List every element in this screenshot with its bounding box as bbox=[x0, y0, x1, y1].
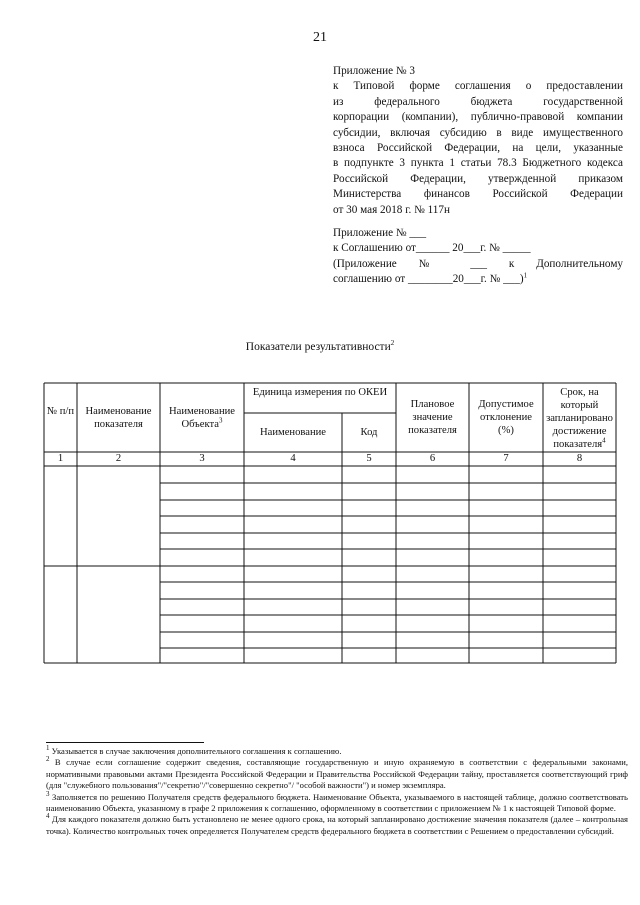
header-text: Наименование Объекта bbox=[169, 406, 235, 430]
column-number: 6 bbox=[429, 453, 436, 464]
footnote-text: Для каждого показателя должно быть установлено не менее одного срока, на который запланировано достижение значения показателя (далее – контрольная точка). Количество контрольных точек определяется Получателем средств федерального бюджета в соответствии с Решением о предоставлении субсидий. bbox=[46, 814, 629, 836]
footnote-ref: 4 bbox=[602, 436, 606, 445]
header-col-number: № п/п bbox=[46, 406, 75, 417]
footnote-text: Указывается в случае заключения дополнительного соглашения к соглашению. bbox=[51, 746, 342, 756]
footnote-text: В случае если соглашение содержит сведения, составляющие государственную и иную охраняемую в соответствии с федеральными законами, нормативными правовыми актами Президента Российской Федерации и Правительства Российской Федерации тайну, проставляется соответствующий гриф (для "служебного пользования"/"секретно"/"совершенно секретно"/ "особой важности") и номер экземпляра. bbox=[46, 757, 628, 791]
column-number: 3 bbox=[199, 453, 205, 464]
footnote bbox=[46, 757, 628, 791]
page-number: 21 bbox=[313, 30, 327, 45]
footnote-text: Заполняется по решению Получателя средств федерального бюджета. Наименование Объекта, указываемого в настоящей таблице, должно соответствовать наименованию Объекта, указанному в графе 2 приложения к соглашению, оформленному в соответствии с приложением № 1 к настоящей Типовой форме. bbox=[46, 791, 628, 814]
column-number: 2 bbox=[115, 453, 122, 464]
appendix-line: Российской Федерации, утвержденной приказом bbox=[333, 172, 623, 185]
agreement-line-text: соглашению от ________20___г. № ___) bbox=[333, 273, 524, 286]
appendix-line: Приложение № 3 bbox=[333, 65, 415, 77]
footnote-ref: 1 bbox=[523, 271, 528, 280]
agreement-line: (Приложение № ___ к Дополнительному bbox=[333, 257, 623, 270]
footnote bbox=[46, 746, 628, 757]
footnote bbox=[46, 814, 628, 837]
header-col-planned-value: Плановое значение показателя bbox=[408, 399, 457, 436]
header-okei-group: Единица измерения по ОКЕИ bbox=[252, 387, 388, 398]
header-col-deadline bbox=[546, 386, 613, 451]
appendix-line: Министерства финансов Российской Федерации bbox=[333, 188, 623, 201]
header-col-indicator-name: Наименование показателя bbox=[85, 406, 152, 430]
appendix-line: корпорации (компании), публично-правовой компании bbox=[333, 111, 623, 124]
footnotes bbox=[46, 746, 628, 837]
agreement-line: Приложение № ___ bbox=[333, 227, 427, 239]
column-number: 8 bbox=[576, 453, 583, 464]
header-col-object-name bbox=[163, 405, 241, 431]
appendix-line: субсидии, включая субсидию в виде имущественного bbox=[333, 126, 623, 139]
header-col-unit-name: Наименование bbox=[260, 427, 326, 438]
header-col-unit-code: Код bbox=[360, 427, 378, 438]
footnote-ref: 2 bbox=[390, 339, 395, 348]
column-number: 5 bbox=[366, 453, 372, 464]
footnote-mark: 2 bbox=[46, 755, 50, 764]
appendix-line: к Типовой форме соглашения о предоставлении bbox=[333, 80, 623, 93]
footnote bbox=[46, 789, 628, 815]
header-col-deviation: Допустимое отклонение (%) bbox=[478, 399, 534, 436]
agreement-line: к Соглашению от______ 20___г. № _____ bbox=[333, 242, 531, 255]
footnote-ref: 3 bbox=[218, 416, 223, 425]
footnote-mark: 1 bbox=[46, 744, 50, 753]
appendix-line: из федерального бюджета государственной bbox=[333, 95, 623, 108]
footnote-mark: 3 bbox=[46, 789, 50, 798]
column-number: 1 bbox=[57, 453, 64, 464]
appendix-line: от 30 мая 2018 г. № 117н bbox=[333, 203, 450, 216]
table-title-text: Показатели результативности bbox=[245, 341, 391, 353]
column-number: 7 bbox=[503, 453, 509, 464]
appendix-line: взноса Российской Федерации, на цели, указанные bbox=[333, 142, 623, 155]
column-number: 4 bbox=[290, 453, 296, 464]
header-text: Срок, на который запланировано достижение показателя bbox=[546, 387, 613, 450]
footnote-separator bbox=[46, 742, 204, 743]
appendix-line: в подпункте 3 пункта 1 статьи 78.3 Бюджетного кодекса bbox=[333, 157, 623, 170]
footnote-mark: 4 bbox=[46, 812, 50, 821]
